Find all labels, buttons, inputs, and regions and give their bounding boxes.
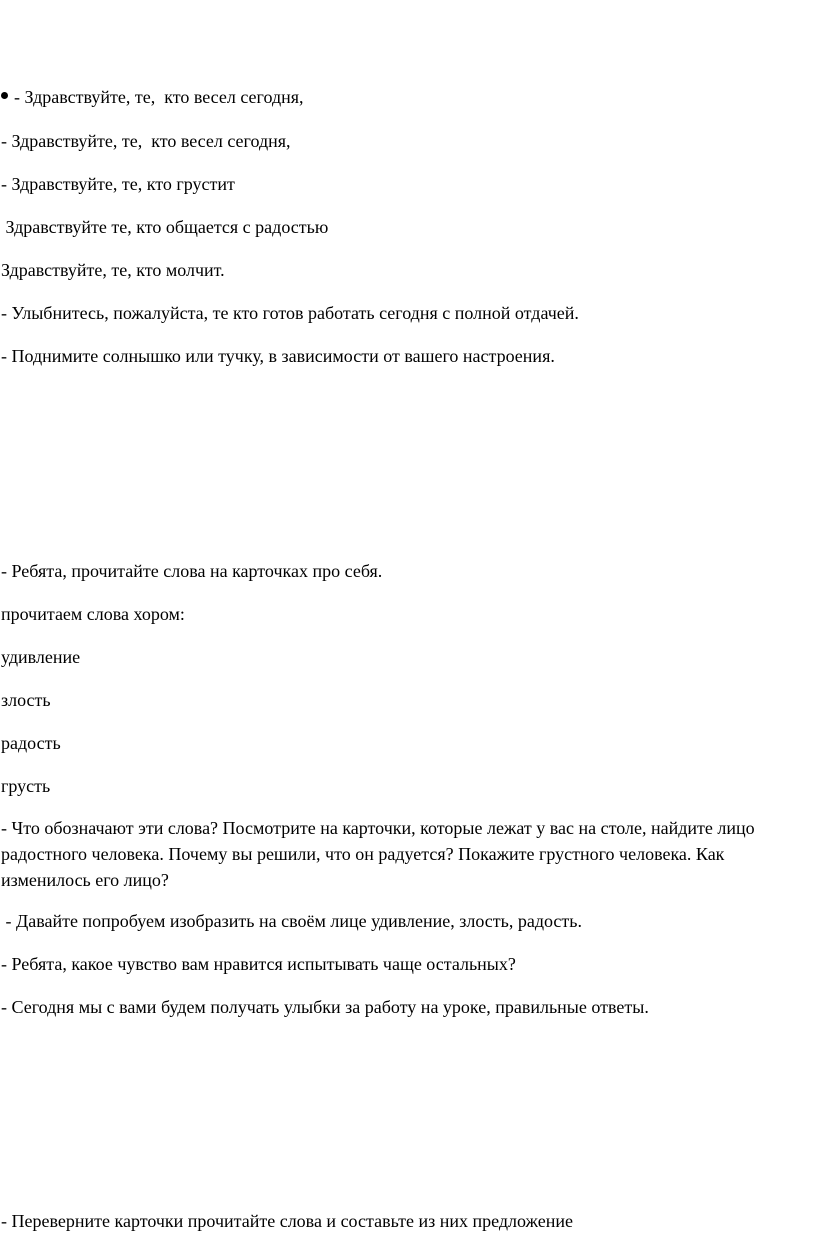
greeting-bullet-line	[1, 86, 304, 108]
word-item: радость	[1, 733, 61, 753]
word-item: грусть	[1, 776, 51, 796]
instruction-line: - Ребята, прочитайте слова на карточках про себя.	[1, 561, 383, 581]
bullet-icon	[1, 92, 8, 99]
question-paragraph: - Что обозначают эти слова? Посмотрите на карточки, которые лежат у вас на столе, найдите лицо радостного человека. Почему вы решили, что он радуется? Покажите грустного человека. Как изменилось его лицо?	[1, 818, 755, 890]
greeting-line: Здравствуйте те, кто общается с радостью	[1, 217, 329, 237]
activity-line: - Сегодня мы с вами будем получать улыбки за работу на уроке, правильные ответы.	[1, 997, 649, 1017]
greeting-line: - Поднимите солнышко или тучку, в зависимости от вашего настроения.	[1, 346, 555, 366]
greeting-line: - Улыбнитесь, пожалуйста, те кто готов работать сегодня с полной отдачей.	[1, 303, 579, 323]
word-item: злость	[1, 690, 51, 710]
final-instruction-line: - Переверните карточки прочитайте слова и составьте из них предложение	[1, 1211, 573, 1231]
greeting-line: - Здравствуйте, те, кто весел сегодня,	[1, 131, 291, 151]
activity-line: - Ребята, какое чувство вам нравится испытывать чаще остальных?	[1, 954, 516, 974]
greeting-line: - Здравствуйте, те, кто грустит	[1, 174, 235, 194]
greeting-line: Здравствуйте, те, кто молчит.	[1, 260, 225, 280]
chorus-line: прочитаем слова хором:	[1, 604, 185, 624]
activity-line: - Давайте попробуем изобразить на своём лице удивление, злость, радость.	[1, 911, 583, 931]
word-item: удивление	[1, 647, 81, 667]
greeting-text: - Здравствуйте, те, кто весел сегодня,	[14, 87, 304, 107]
